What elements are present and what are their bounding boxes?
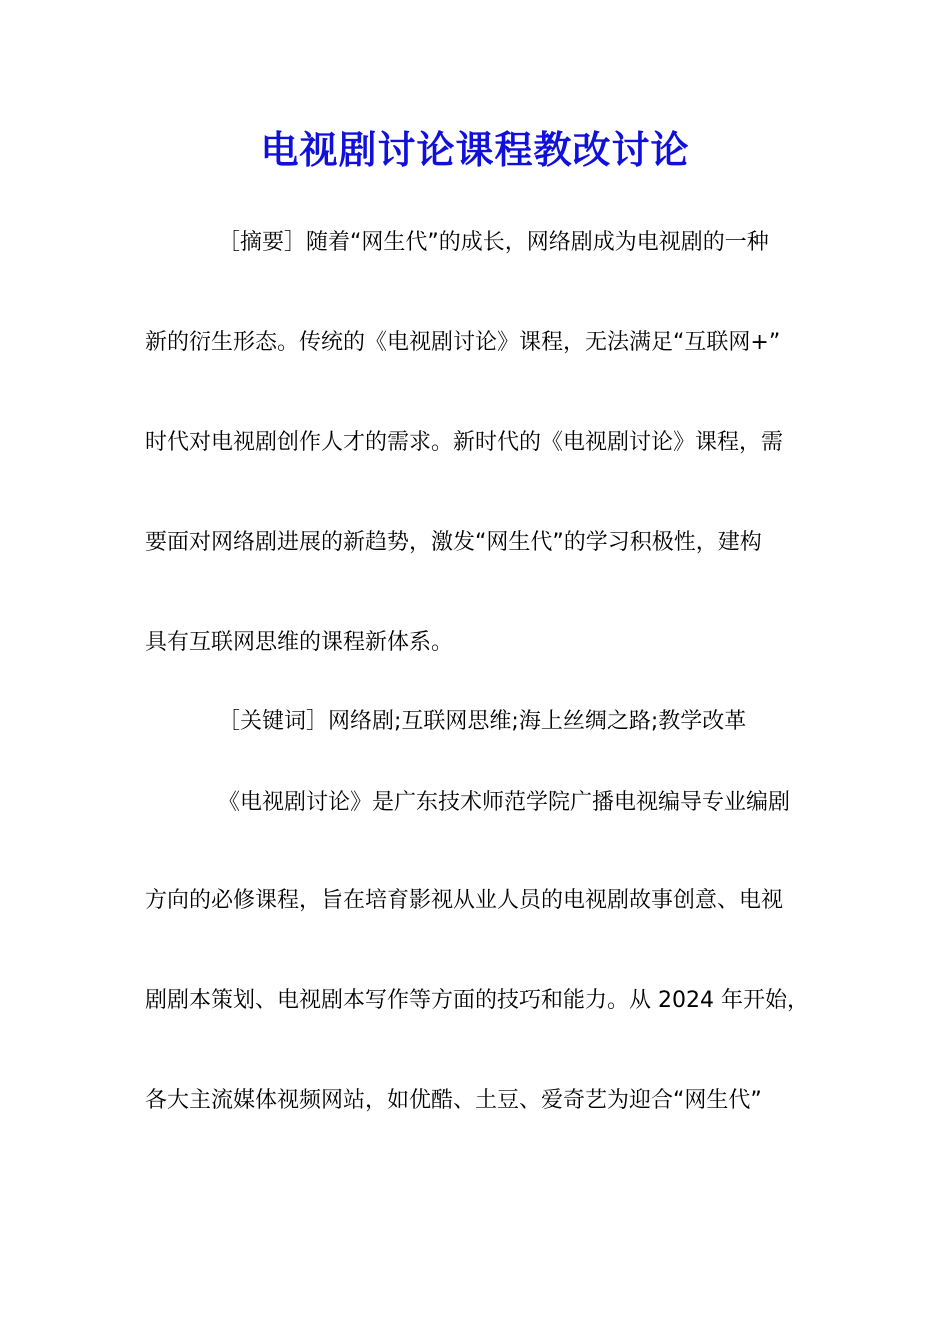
document-title: 电视剧讨论课程教改讨论	[260, 127, 690, 172]
abstract-line-5: 具有互联网思维的课程新体系。	[145, 630, 454, 655]
body-line-3: 剧剧本策划、电视剧本写作等方面的技巧和能力。从 2024 年开始，	[145, 988, 809, 1013]
abstract-line-3: 时代对电视剧创作人才的需求。新时代的《电视剧讨论》课程，需	[145, 430, 784, 455]
abstract-line-2: 新的衍生形态。传统的《电视剧讨论》课程，无法满足“互联网+”	[145, 330, 781, 355]
keywords-line: ［关键词］网络剧;互联网思维;海上丝绸之路;教学改革	[218, 709, 747, 734]
abstract-line-1: ［摘要］随着“网生代”的成长，网络剧成为电视剧的一种	[218, 230, 769, 255]
body-line-2: 方向的必修课程，旨在培育影视从业人员的电视剧故事创意、电视	[145, 888, 784, 913]
abstract-line-4: 要面对网络剧进展的新趋势，激发“网生代”的学习积极性，建构	[145, 530, 762, 555]
body-line-4: 各大主流媒体视频网站，如优酷、土豆、爱奇艺为迎合“网生代”	[145, 1088, 762, 1113]
body-line-1: 《电视剧讨论》是广东技术师范学院广播电视编导专业编剧	[218, 790, 791, 815]
